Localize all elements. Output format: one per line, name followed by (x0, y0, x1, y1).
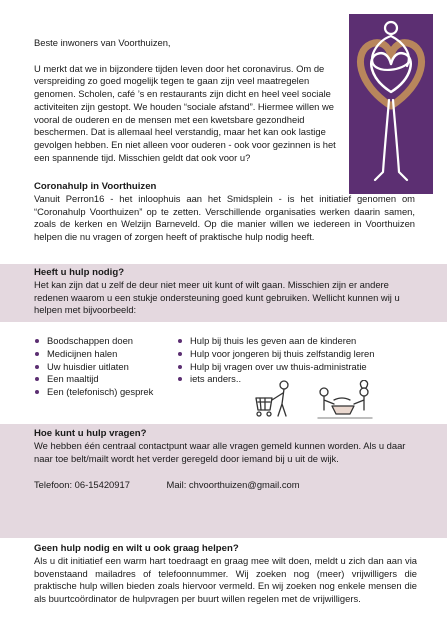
phone-number[interactable]: Telefoon: 06-15420917 (34, 479, 130, 491)
list-item: iets anders.. (177, 373, 374, 386)
bullet-icon (178, 352, 182, 356)
heeft-hulp-heading: Heeft u hulp nodig? (34, 267, 125, 278)
bullet-icon (35, 352, 39, 356)
illustrations (250, 380, 400, 429)
intro-section (0, 37, 447, 164)
list-item: Hulp bij vragen over uw thuis-administratie (177, 361, 374, 374)
list-item: Een (telefonisch) gesprek (34, 386, 153, 399)
vrijwilligers-section (0, 543, 447, 606)
hulp-vragen-section (0, 424, 447, 538)
coronahulp-paragraph: Vanuit Perron16 - het inloophuis aan het Smidsplein - is het initiatief genomen om “Coronahulp Voorthuizen” op te zetten. Verschillende organisaties werken daarin samen, zoals de kerken en Welzijn Barneveld. Op die manier willen we iedereen in Voorthuizen helpen die nu vragen of zorgen heeft of praktische hulp nodig heeft. (34, 193, 415, 243)
bullet-icon (35, 339, 39, 343)
intro-paragraph: U merkt dat we in bijzondere tijden leven door het coronavirus. Om de verspreiding zo goed mogelijk tegen te gaan zijn veel maatregelen genomen. Scholen, café ’s en restaurants zijn dicht en heel veel sociale activiteiten zijn gestopt. We houden “sociale afstand”. Hiermee willen we vooral de ouderen en de mensen met een kwetsbare gezondheid beschermen. Dat is allemaal heel verstandig, maar het kan ook lastige gevolgen hebben. En niet alleen voor ouderen - ook voor gezinnen is het een spannende tijd. Misschien geldt dat ook voor u? (34, 62, 336, 163)
list-item: Hulp bij thuis les geven aan de kinderen (177, 335, 374, 348)
list-item: Uw huisdier uitlaten (34, 361, 153, 374)
email-address[interactable]: Mail: chvoorthuizen@gmail.com (166, 479, 300, 491)
vrijwilligers-heading: Geen hulp nodig en wilt u ook graag helpen? (34, 543, 239, 554)
bullet-icon (35, 365, 39, 369)
shopping-cart-person-icon (256, 381, 288, 416)
bullet-icon (178, 339, 182, 343)
list-item: Hulp voor jongeren bij thuis zelfstandig leren (177, 348, 374, 361)
help-list-left (34, 335, 153, 399)
vrijwilligers-paragraph: Als u dit initiatief een warm hart toedraagt en graag mee wilt doen, meldt u zich dan aan via bovenstaand mailadres of telefoonnummer. Wij zoeken nog (meer) vrijwilligers die praktische hulp willen bieden zoals hiervoor vermeld. En wij zoeken nog enkele mensen die als buurtcoördinator de hulpvragen per buurt willen regelen met de vrijwilligers. (34, 555, 417, 605)
heeft-hulp-section (0, 264, 447, 322)
help-list-right (177, 335, 374, 386)
bullet-icon (178, 365, 182, 369)
bullet-icon (35, 390, 39, 394)
list-item: Medicijnen halen (34, 348, 153, 361)
greeting: Beste inwoners van Voorthuizen, (34, 37, 171, 48)
bullet-icon (35, 377, 39, 381)
cooking-people-icon (318, 380, 372, 418)
hulp-vragen-paragraph: We hebben één centraal contactpunt waar alle vragen gemeld kunnen worden. Als u daar naar toe belt/mailt wordt het verder geregeld door iemand bij u uit de wijk. (34, 440, 406, 464)
bullet-icon (178, 377, 182, 381)
coronahulp-heading: Coronahulp in Voorthuizen (34, 181, 157, 192)
coronahulp-section (0, 181, 447, 244)
list-item: Een maaltijd (34, 373, 153, 386)
hulp-vragen-heading: Hoe kunt u hulp vragen? (34, 428, 147, 439)
list-item: Boodschappen doen (34, 335, 153, 348)
heeft-hulp-paragraph: Het kan zijn dat u zelf de deur niet meer uit kunt of wilt gaan. Misschien zijn er andere redenen waarom u een stukje ondersteuning goed kunt gebruiken. Wellicht kunnen wij u helpen met bijvoorbeeld: (34, 279, 400, 316)
contact-line (34, 479, 417, 491)
